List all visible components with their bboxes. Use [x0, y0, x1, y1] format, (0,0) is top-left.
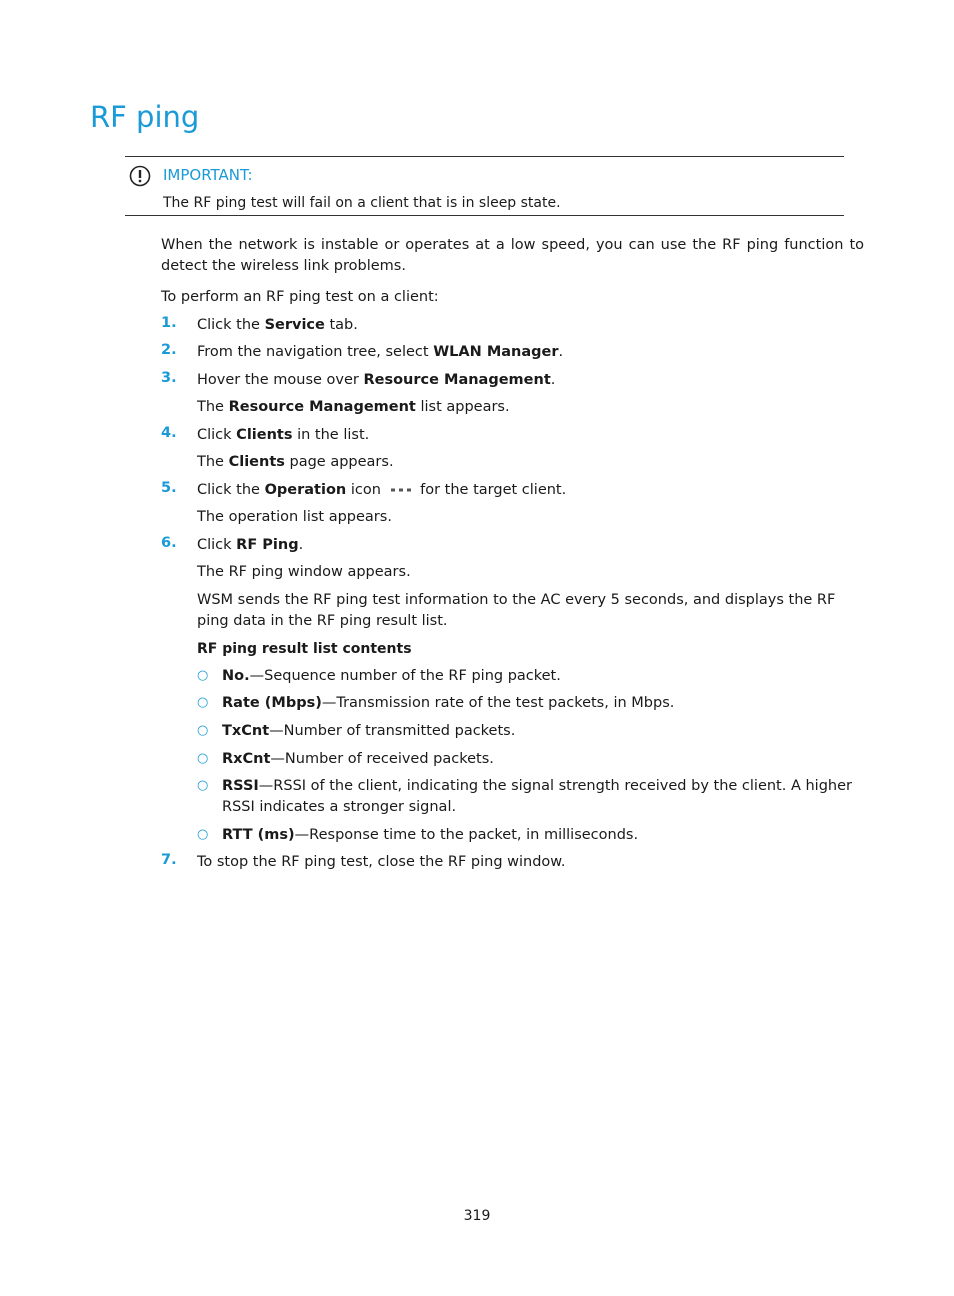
bullet-marker: ○ — [197, 827, 209, 842]
ui-term: Resource Management — [363, 372, 551, 388]
bullet-marker: ○ — [197, 695, 209, 710]
step-result: The Resource Management list appears. — [197, 399, 510, 415]
step-result: The operation list appears. — [197, 509, 392, 525]
page-title: RF ping — [90, 100, 200, 134]
step-text: Click the Operation icon for the target client. — [197, 482, 567, 498]
step-number: 5. — [161, 480, 177, 496]
intro-paragraph: When the network is instable or operates at a low speed, you can use the RF ping function to detect the wireless link problems. — [161, 237, 864, 274]
list-heading: RF ping result list contents — [197, 641, 412, 657]
ui-term: RF Ping — [236, 537, 299, 553]
important-label: IMPORTANT: — [163, 166, 253, 184]
list-item: No.—Sequence number of the RF ping packet. — [222, 668, 561, 684]
list-item: RTT (ms)—Response time to the packet, in milliseconds. — [222, 827, 639, 843]
warning-icon — [129, 165, 151, 187]
step-result: The Clients page appears. — [197, 454, 394, 470]
step-result: WSM sends the RF ping test information to the AC every 5 seconds, and displays the RF ping data in the RF ping result list. — [197, 592, 836, 629]
step-number: 3. — [161, 370, 177, 386]
step-text: Click RF Ping. — [197, 537, 304, 553]
operation-dots-icon — [390, 485, 412, 495]
step-text: Click Clients in the list. — [197, 427, 370, 443]
list-item: RxCnt—Number of received packets. — [222, 751, 494, 767]
step-text: From the navigation tree, select WLAN Manager. — [197, 344, 564, 360]
important-text: The RF ping test will fail on a client that is in sleep state. — [163, 195, 561, 211]
step-result: The RF ping window appears. — [197, 564, 411, 580]
step-text: Click the Service tab. — [197, 317, 358, 333]
list-item: RSSI—RSSI of the client, indicating the signal strength received by the client. A higher RSSI indicates a stronger signal. — [222, 778, 852, 815]
ui-term: Clients — [236, 427, 293, 443]
step-text: Hover the mouse over Resource Management. — [197, 372, 556, 388]
ui-term: WLAN Manager — [433, 344, 559, 360]
step-number: 2. — [161, 342, 177, 358]
bullet-marker: ○ — [197, 668, 209, 683]
step-text: To stop the RF ping test, close the RF ping window. — [197, 854, 566, 870]
step-number: 6. — [161, 535, 177, 551]
step-number: 7. — [161, 852, 177, 868]
important-note — [125, 156, 844, 216]
page-number: 319 — [463, 1208, 491, 1224]
ui-term: Operation — [264, 482, 347, 498]
list-item: Rate (Mbps)—Transmission rate of the test packets, in Mbps. — [222, 695, 675, 711]
bullet-marker: ○ — [197, 723, 209, 738]
ui-term: Service — [264, 317, 325, 333]
bullet-marker: ○ — [197, 778, 209, 793]
step-number: 1. — [161, 315, 177, 331]
step-number: 4. — [161, 425, 177, 441]
procedure-lead: To perform an RF ping test on a client: — [161, 289, 439, 305]
bullet-marker: ○ — [197, 751, 209, 766]
list-item: TxCnt—Number of transmitted packets. — [222, 723, 516, 739]
